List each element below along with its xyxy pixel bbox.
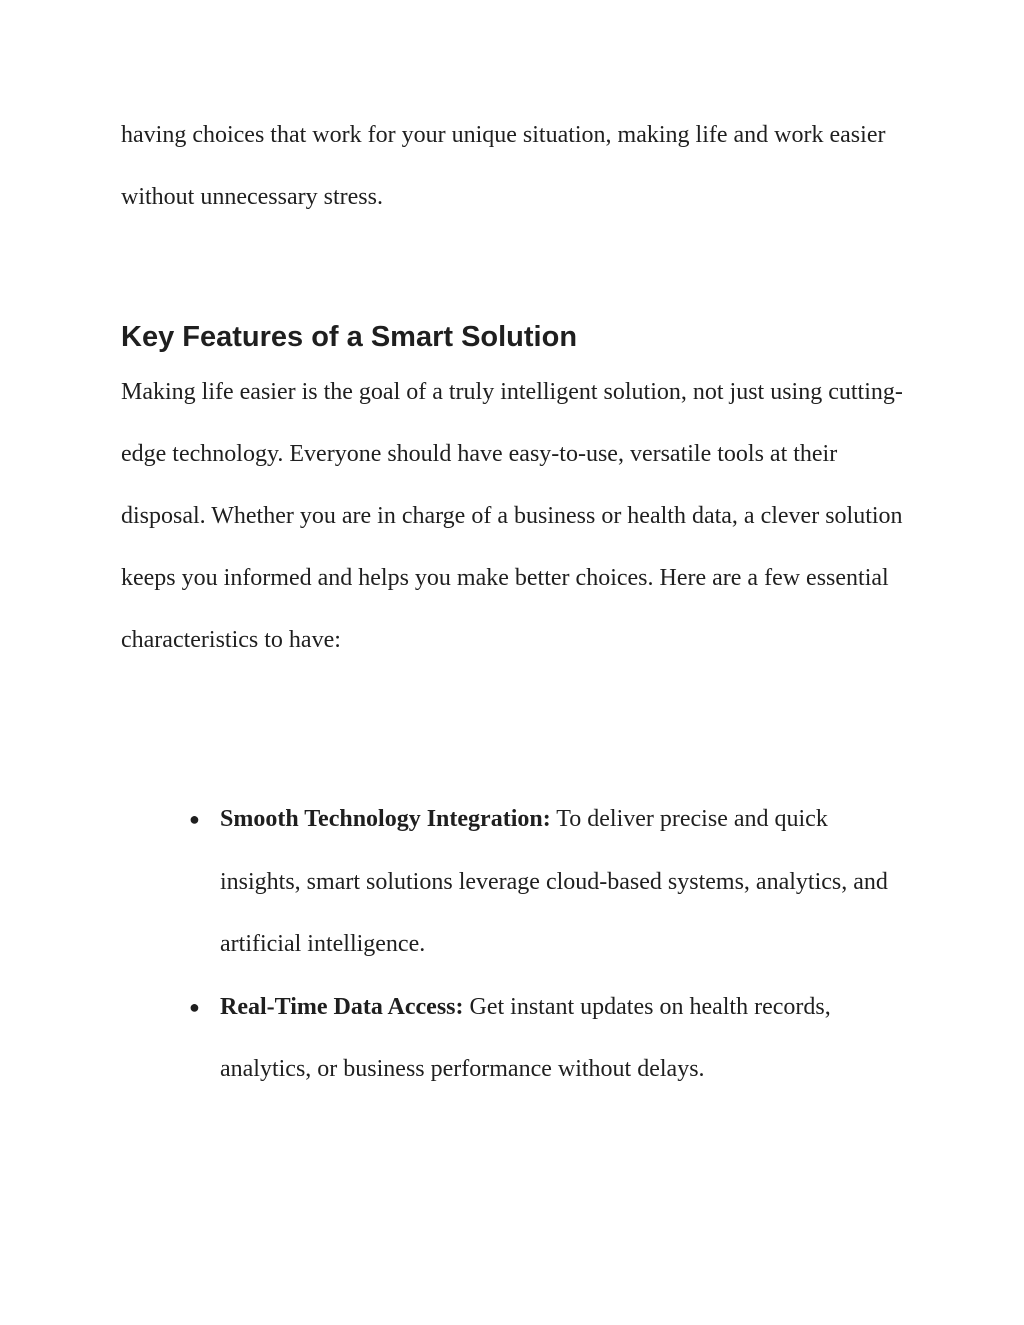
intro-paragraph: having choices that work for your unique situation, making life and work easier without unnecessary stress. [121,122,886,210]
section-heading: Key Features of a Smart Solution [121,321,578,353]
feature-text: Get instant updates on health records, analytics, or business performance without delays. [220,993,831,1082]
section-paragraph: Making life easier is the goal of a truly intelligent solution, not just using cutting-edge technology. Everyone should have easy-to-use, versatile tools at their disposal. Whether you are in charge of a business or health data, a clever solution keeps you informed and helps you make better choices. Here are a few essential characteristics to have: [121,379,903,653]
list-item [189,788,910,976]
feature-list [189,788,910,1101]
list-item [189,976,910,1101]
bullet-icon: ● [189,809,200,829]
feature-title: Real-Time Data Access: [220,993,464,1020]
feature-title: Smooth Technology Integration: [220,806,551,832]
bullet-icon: ● [189,996,200,1017]
feature-text: To deliver precise and quick insights, smart solutions leverage cloud-based systems, analytics, and artificial intelligence. [220,806,888,957]
